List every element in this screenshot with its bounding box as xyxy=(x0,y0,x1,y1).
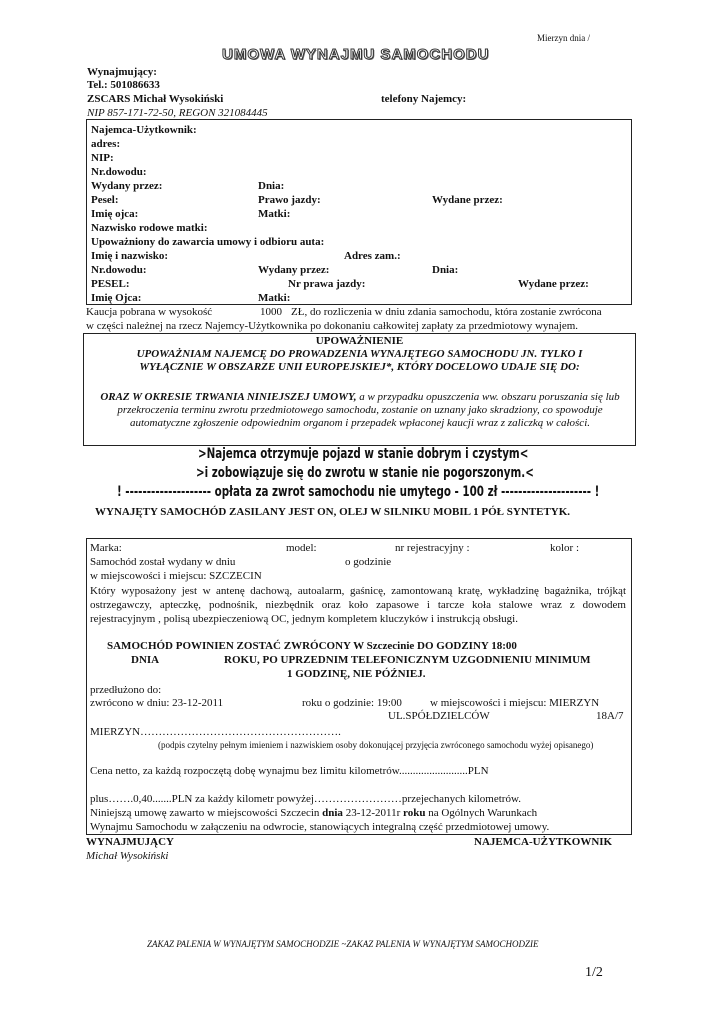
no-smoking-warning: ZAKAZ PALENIA W WYNAJĘTYM SAMOCHODZIE ~ZAKAZ PALENIA W WYNAJĘTYM SAMOCHODZIE xyxy=(147,939,539,949)
authorized-issue-date: Dnia: xyxy=(432,264,459,276)
returned-time: roku o godzinie: 19:00 xyxy=(302,697,402,709)
vehicle-make: Marka: xyxy=(90,542,122,554)
tenant-signature-label: NAJEMCA-UŻYTKOWNIK xyxy=(474,836,613,848)
authorization-heading: UPOWAŻNIENIE xyxy=(315,335,404,347)
concluded-date: 23-12-2011r xyxy=(342,807,404,819)
tenant-id: Nr.dowodu: xyxy=(91,166,147,178)
document-title: UMOWA WYNAJMU SAMOCHODU xyxy=(222,46,490,63)
authorized-mother-name: Matki: xyxy=(258,292,291,304)
return-line-1: SAMOCHÓD POWINIEN ZOSTAĆ ZWRÓCONY W Szczecinie DO GODZINY 18:00 xyxy=(107,640,517,652)
authorization-bold-part: ORAZ W OKRESIE TRWANIA NINIEJSZEJ UMOWY, xyxy=(100,391,357,403)
authorization-line-2: WYŁĄCZNIE W OBSZARZE UNII EUROPEJSKIEJ*, KTÓRY DOCELOWO UDAJE SIĘ DO: xyxy=(139,361,580,373)
authorized-address: Adres zam.: xyxy=(344,250,401,262)
concluded-text-a: Niniejszą umowę zawarto w miejscowości Szczecin xyxy=(90,807,323,819)
authorization-clause xyxy=(90,391,630,430)
deposit-amount: 1000 xyxy=(260,306,282,318)
tenant-issued-by: Wydany przez: xyxy=(91,180,163,192)
handover-place: w miejscowości i miejscu: SZCZECIN xyxy=(90,570,262,582)
authorization-line-1: UPOWAŻNIAM NAJEMCĘ DO PROWADZENIA WYNAJĘTEGO SAMOCHODU JN. TYLKO I xyxy=(136,348,583,360)
slogan-line-3: ! -------------------- opłata za zwrot samochodu nie umytego - 100 zł --------------------- ! xyxy=(117,484,600,500)
authorized-license-issuer: Wydane przez: xyxy=(518,278,589,290)
returned-street: UL.SPÓŁDZIELCÓW xyxy=(388,710,490,722)
lessor-name: ZSCARS Michał Wysokiński xyxy=(87,93,224,105)
concluded-text-c: na Ogólnych Warunkach xyxy=(425,807,538,819)
concluded-roku: roku xyxy=(403,807,426,819)
fuel-note: WYNAJĘTY SAMOCHÓD ZASILANY JEST ON, OLEJ W SILNIKU MOBIL 1 PÓŁ SYNTETYK. xyxy=(95,506,571,518)
equipment-text: Który wyposażony jest w antenę dachową, autoalarm, gaśnicę, zamontowaną kratę, wykładzinę bagażnika, trójkąt ostrzegawczy, apteczkę, podnośnik, niezbędnik oraz koło zapasowe i tarcze koła stalowe wraz z dowodem rejestracyjnym , polisą ubezpieczeniową OC, jednym kompletem kluczyków i instrukcją obsługi. xyxy=(90,585,626,625)
vehicle-registration: nr rejestracyjny : xyxy=(395,542,470,554)
returned-place: w miejscowości i miejscu: MIERZYN xyxy=(430,697,600,709)
signature-note: (podpis czytelny pełnym imieniem i nazwiskiem osoby dokonującej przyjęcia zwróconego samochodu wyżej opisanego) xyxy=(158,740,594,750)
deposit-text-2: w części należnej na rzecz Najemcy-Użytkownika po dokonaniu całkowitej zapłaty za przedmiotowy wynajem. xyxy=(86,320,579,332)
page-number: 1/2 xyxy=(585,965,603,980)
tenant-father-name: Imię ojca: xyxy=(91,208,139,220)
lessor-label: Wynajmujący: xyxy=(87,66,157,78)
authorized-name: Imię i nazwisko: xyxy=(91,250,168,262)
authorized-issued-by: Wydany przez: xyxy=(258,264,330,276)
vehicle-box xyxy=(86,538,632,835)
date-line: Mierzyn dnia / xyxy=(537,33,590,43)
authorization-text-part: a w przypadku opuszczenia ww. obszaru poruszania się lub przekroczenia terminu zwrotu przedmiotowego samochodu, zostanie on uznany jako skradziony, co spowoduje automatyczne zgłoszenie odpowiednim organom i przepadek wpłaconej kaucji wraz z zaliczką w całości. xyxy=(117,391,620,429)
lessor-signature-name: Michał Wysokiński xyxy=(86,850,169,862)
tenant-phones-label: telefony Najemcy: xyxy=(381,93,467,105)
handover-time: o godzinie xyxy=(345,556,392,568)
mileage-line: plus…….0,40.......PLN za każdy kilometr powyżej……………………przejechanych kilometrów. xyxy=(90,793,521,805)
vehicle-model: model: xyxy=(286,542,317,554)
tenant-issue-date: Dnia: xyxy=(258,180,285,192)
lessor-tel: Tel.: 501086633 xyxy=(87,79,160,91)
deposit-label: Kaucja pobrana w wysokość xyxy=(86,306,213,318)
deposit-text: ZŁ, do rozliczenia w dniu zdania samochodu, która zostanie zwrócona xyxy=(291,306,602,318)
authorized-pesel: PESEL: xyxy=(91,278,130,290)
tenant-nip: NIP: xyxy=(91,152,114,164)
slogan-line-2: >i zobowiązuje się do zwrotu w stanie nie pogorszonym.< xyxy=(196,465,534,481)
slogan-line-1: >Najemca otrzymuje pojazd w stanie dobrym i czystym< xyxy=(198,446,529,462)
tenant-mother-name: Matki: xyxy=(258,208,291,220)
returned-number: 18A/7 xyxy=(596,710,624,722)
tenant-adres: adres: xyxy=(91,138,121,150)
tenant-mother-maiden: Nazwisko rodowe matki: xyxy=(91,222,208,234)
concluded-line-2: Wynajmu Samochodu w załączeniu na odwrocie, stanowiących integralną część przedmiotowej umowy. xyxy=(90,821,550,833)
tenant-pesel: Pesel: xyxy=(91,194,119,206)
return-line-2: ROKU, PO UPRZEDNIM TELEFONICZNYM UZGODNIENIU MINIMUM xyxy=(224,654,591,666)
tenant-license-issuer: Wydane przez: xyxy=(432,194,503,206)
authorized-id: Nr.dowodu: xyxy=(91,264,147,276)
returned-signature-line: MIERZYN………………………………………………. xyxy=(90,726,341,738)
vehicle-color: kolor : xyxy=(550,542,580,554)
lessor-nip: NIP 857-171-72-50, REGON 321084445 xyxy=(87,107,268,119)
returned-date: zwrócono w dniu: 23-12-2011 xyxy=(90,697,224,709)
authorized-heading: Upoważniony do zawarcia umowy i odbioru auta: xyxy=(91,236,325,248)
return-line-3: 1 GODZINĘ, NIE PÓŹNIEJ. xyxy=(287,668,426,680)
concluded-dnia: dnia xyxy=(322,807,343,819)
price-line: Cena netto, za każdą rozpoczętą dobę wynajmu bez limitu kilometrów.........................PLN xyxy=(90,765,489,777)
lessor-signature-label: WYNAJMUJĄCY xyxy=(86,836,174,848)
authorized-father-name: Imię Ojca: xyxy=(91,292,142,304)
handover-date: Samochód został wydany w dniu xyxy=(90,556,236,568)
extended-until: przedłużono do: xyxy=(90,684,162,696)
return-day-label: DNIA xyxy=(131,654,160,666)
authorized-license: Nr prawa jazdy: xyxy=(288,278,366,290)
tenant-license: Prawo jazdy: xyxy=(258,194,321,206)
tenant-heading: Najemca-Użytkownik: xyxy=(91,124,197,136)
concluded-line xyxy=(90,807,537,819)
